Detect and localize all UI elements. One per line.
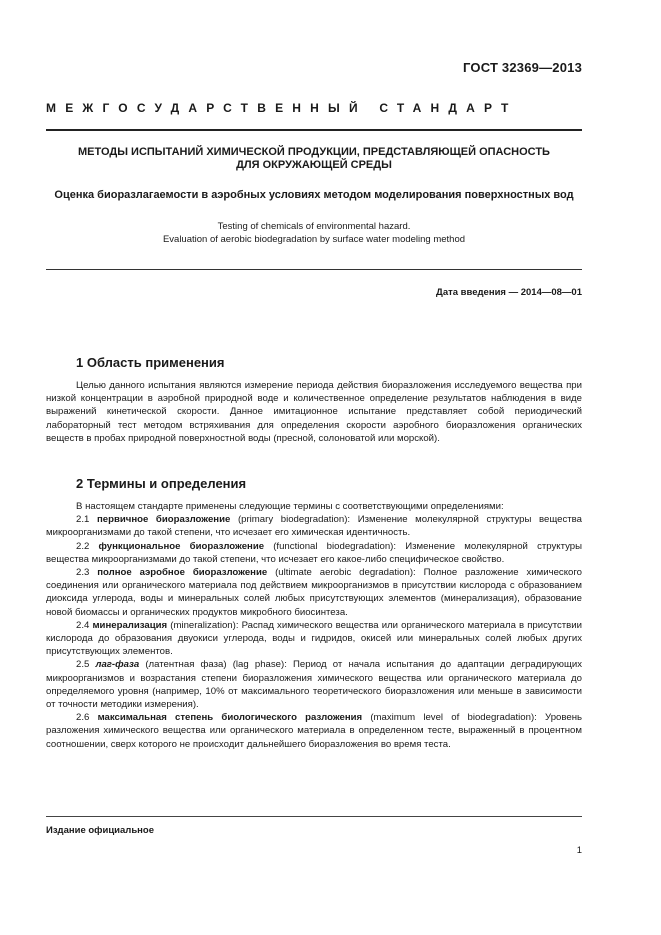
footer-rule: [46, 816, 582, 817]
term-definition: (латентная фаза) (lag phase): Период от начала испытания до адаптации деградирующих микроорганизмов и возрастания степени биоразложения химического вещества или органического материала до определяемого уровня (например, 10% от максимального теоретического биоразложения или меньше в зависимости от точности методики измерения).: [46, 659, 582, 711]
term-number: 2.3: [76, 567, 90, 579]
title-line-2: ДЛЯ ОКРУЖАЮЩЕЙ СРЕДЫ: [236, 159, 392, 171]
term-name: первичное биоразложение: [96, 514, 231, 526]
term-definition: (maximum level of biodegradation): Уровень разложения химического вещества или органического материала в определенном тесте, выраженный в процентном соотношении, сверх которого не происходит дальнейшего биоразложения во время теста.: [46, 712, 582, 750]
term-2-4: [46, 619, 582, 659]
top-rule: [46, 129, 582, 131]
page-number: 1: [576, 845, 582, 856]
term-name: функциональное биоразложение: [98, 540, 265, 552]
term-definition: (ultimate aerobic degradation): Полное разложение химического соединения или органического материала под действием микроорганизмов в присутствии кислорода с образованием диоксида углерода, воды и минеральных солей любых присутствующих элементов (минерализация), образование новой биомассы и органических продуктов микробного биосинтеза.: [46, 567, 582, 618]
title-line-1: МЕТОДЫ ИСПЫТАНИЙ ХИМИЧЕСКОЙ ПРОДУКЦИИ, ПРЕДСТАВЛЯЮЩЕЙ ОПАСНОСТЬ: [78, 146, 550, 158]
section-2-heading: 2 Термины и определения: [76, 476, 247, 491]
document-title: [46, 146, 582, 172]
section-2-intro: В настоящем стандарте применены следующие термины с соответствующими определениями:: [76, 501, 504, 512]
term-number: 2.1: [76, 514, 90, 526]
english-title: [46, 220, 582, 246]
title-rule: [46, 269, 582, 270]
term-2-5: [46, 658, 582, 711]
english-title-line-2: Evaluation of aerobic biodegradation by surface water modeling method: [162, 234, 466, 245]
document-subtitle: Оценка биоразлагаемости в аэробных условиях методом моделирования поверхностных вод: [54, 189, 574, 201]
term-name: полное аэробное биоразложение: [97, 567, 268, 579]
gost-number: ГОСТ 32369—2013: [463, 60, 582, 75]
term-number: 2.6: [76, 712, 90, 724]
term-2-6: [46, 711, 582, 751]
term-2-1: [46, 513, 582, 539]
term-name: максимальная степень биологического разложения: [97, 712, 363, 724]
section-1-paragraph: Целью данного испытания являются измерение периода действия биоразложения исследуемого вещества при низкой концентрации в аэробной природной воде и количественное определение результатов наблюдения в виде выражений кинетической скорости. Данное имитационное испытание представляет собой периодический лабораторный тест методом встряхивания для определения скорости аэробного биоразложения органических веществ в пробах природной поверхностной воды (пресной, солоноватой или морской).: [46, 380, 582, 444]
section-2-body: [46, 500, 582, 751]
section-1-heading: 1 Область применения: [76, 355, 225, 370]
english-title-line-1: Testing of chemicals of environmental hazard.: [217, 221, 411, 232]
introduction-date: Дата введения — 2014—08—01: [436, 287, 582, 298]
section-1-body: [46, 379, 582, 445]
term-name: [96, 659, 140, 670]
term-number: 2.4: [76, 619, 90, 631]
term-name: минерализация: [92, 619, 168, 631]
term-number: 2.5: [76, 659, 90, 671]
official-edition-label: Издание официальное: [46, 825, 154, 836]
interstate-standard-label: МЕЖГОСУДАРСТВЕННЫЙ СТАНДАРТ: [46, 101, 518, 115]
term-number: 2.2: [76, 540, 90, 552]
term-definition: (mineralization): Распад химического вещества или органического материала в присутствии кислорода до образования двуокиси углерода, воды и гидридов, окисей или минеральных солей любых других присутствующих элементов.: [46, 619, 582, 658]
term-definition: (functional biodegradation): Изменение молекулярной структуры вещества микроорганизмами до такой степени, что исчезает его какое-либо специфическое свойство.: [46, 540, 583, 565]
term-2-3: [46, 566, 582, 619]
term-2-2: [46, 540, 582, 566]
term-definition: (primary biodegradation): Изменение молекулярной структуры вещества микроорганизмами до такой степени, что исчезает его химическая идентичность.: [46, 514, 582, 539]
term-name-italic: лаг-фаза: [95, 659, 140, 671]
